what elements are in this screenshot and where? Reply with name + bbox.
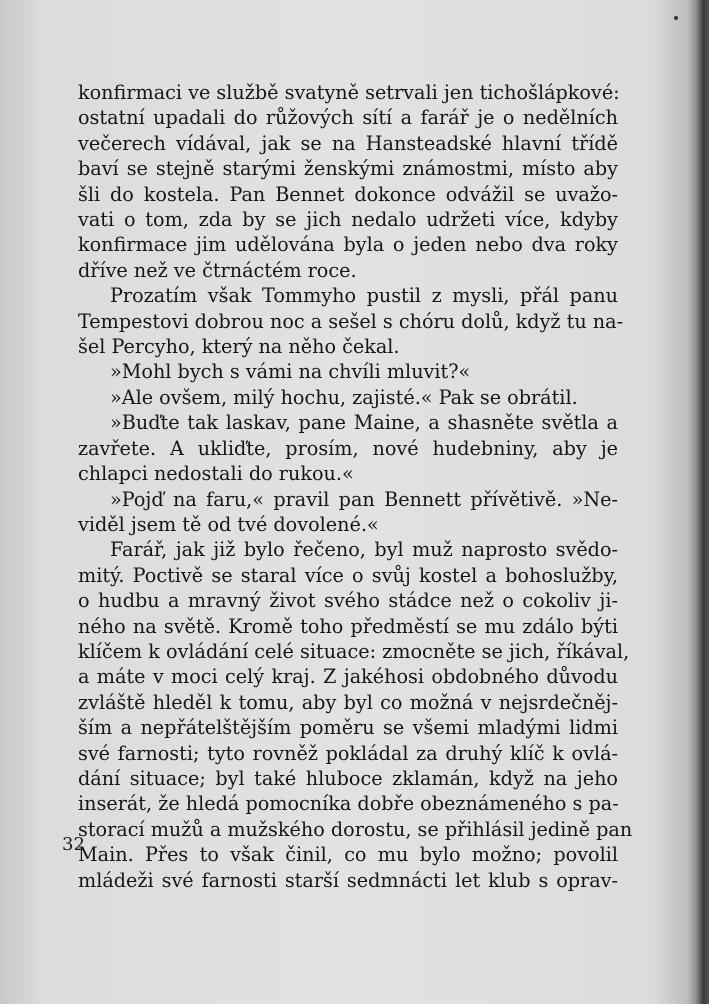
text-line: o hudbu a mravný život svého stádce než o cokoliv ji- (78, 589, 618, 613)
text-line: mládeži své farnosti starší sedmnácti let klub s oprav- (78, 868, 618, 892)
text-line: dání situace; byl také hluboce zklamán, když na jeho (78, 766, 618, 790)
text-line: »Mohl bych s vámi na chvíli mluvit?« (110, 360, 471, 384)
text-line: »Pojď na faru,« pravil pan Bennett přívětivě. »Ne- (110, 487, 618, 511)
text-line: viděl jsem tě od tvé dovolené.« (78, 512, 379, 536)
text-line: zavřete. A ukliďte, prosím, nové hudebniny, aby je (78, 436, 618, 460)
text-line: Tempestovi dobrou noc a sešel s chóru dolů, když tu na- (78, 309, 624, 333)
text-line: dříve než ve čtrnáctém roce. (78, 258, 357, 282)
text-line: Prozatím však Tommyho pustil z mysli, přál panu (110, 284, 618, 308)
text-line: »Buďte tak laskav, pane Maine, a shasněte světla a (110, 411, 618, 435)
text-line: Main. Přes to však činil, co mu bylo možno; povolil (78, 843, 618, 867)
text-line: ším a nepřátelštějším poměru se všemi mladými lidmi (78, 716, 618, 740)
text-line: chlapci nedostali do rukou.« (78, 462, 354, 486)
text-line: storací mužů a mužského dorostu, se přihlásil jedině pan (78, 817, 633, 841)
text-line: klíčem k ovládání celé situace: zmocněte se jich, říkával, (78, 639, 630, 663)
text-line: šli do kostela. Pan Bennet dokonce odvážil se uvažo- (78, 182, 618, 206)
page-speck (674, 16, 678, 20)
text-line: inserát, že hledá pomocníka dobře obeznámeného s pa- (78, 792, 619, 816)
text-line: šel Percyho, který na něho čekal. (78, 335, 400, 359)
text-line: mitý. Poctivě se staral více o svůj kostel a bohoslužby, (78, 563, 618, 587)
text-line: zvláště hleděl k tomu, aby byl co možná v nejsrdečněj- (78, 690, 618, 714)
text-line: Farář, jak již bylo řečeno, byl muž naprosto svědo- (110, 538, 618, 562)
page-number: 32 (62, 834, 85, 855)
text-line: baví se stejně starými ženskými známostmi, místo aby (78, 157, 618, 181)
body-text (78, 80, 633, 893)
text-line: a máte v moci celý kraj. Z jakéhosi obdobného důvodu (78, 665, 618, 689)
text-line: vati o tom, zda by se jich nedalo udržeti více, kdyby (78, 208, 618, 232)
page-edge-shadow (695, 0, 709, 1004)
text-line: ostatní upadali do růžových sítí a farář je o nedělních (78, 106, 618, 130)
text-line: své farnosti; tyto rovněž pokládal za druhý klíč k ovlá- (78, 741, 618, 765)
text-line: ného na světě. Kromě toho předměstí se mu zdálo býti (78, 614, 618, 638)
text-line: večerech vídával, jak se na Hansteadské hlavní třídě (78, 131, 618, 155)
text-line: konfirmace jim udělována byla o jeden nebo dva roky (78, 233, 618, 257)
text-line: konfirmaci ve službě svatyně setrvali jen tichošlápkové: (78, 81, 620, 104)
text-line: »Ale ovšem, milý hochu, zajisté.« Pak se obrátil. (110, 385, 578, 409)
